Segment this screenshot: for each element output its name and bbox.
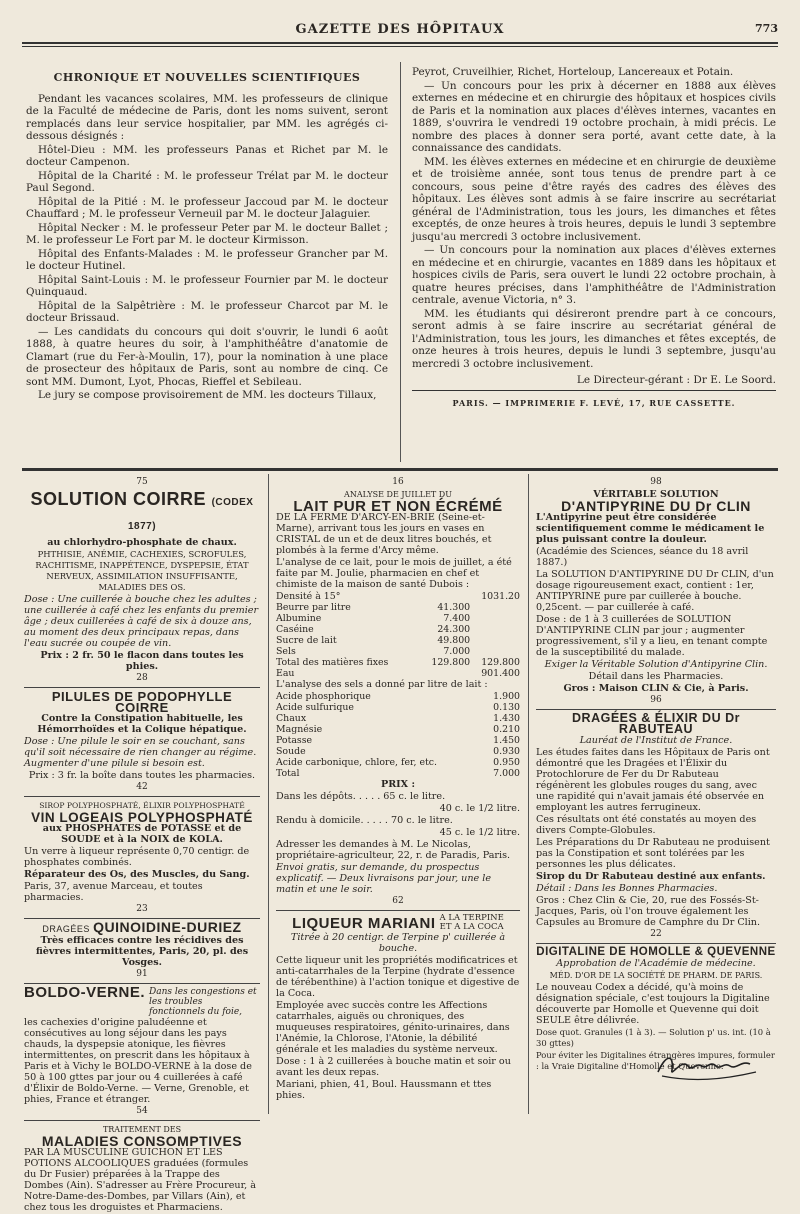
ad-number: 96 bbox=[650, 695, 662, 705]
ad-lait-text: DE LA FERME D'ARCY-EN-BRIE (Seine-et-Marne), arrivant tous les jours en vases en CRISTAL de un et de deux litres bouchés, et plombés à la ferme d'Arcy même. bbox=[276, 512, 492, 556]
ad-mariani-address: Mariani, phien, 41, Boul. Haussmann et ttes phies. bbox=[276, 1079, 492, 1101]
ad-clin-text: L'Antipyrine peut être considérée scientifiquement comme le médicament le plus puissant contre la douleur. bbox=[536, 512, 765, 545]
ad-clin-title: D'ANTIPYRINE DU Dr CLIN bbox=[561, 498, 751, 514]
ad-number: 42 bbox=[136, 782, 148, 792]
ad-pilules-dose: Dose : Une pilule le soir en se couchant, sans qu'il soit nécessaire de rien changer au régime. Augmenter d'une pilule si besoin est. bbox=[24, 736, 257, 769]
salts-row bbox=[276, 768, 520, 779]
analysis-row bbox=[276, 591, 520, 602]
printer-imprint: PARIS. — IMPRIMERIE F. LEVÉ, 17, RUE CASSETTE. bbox=[452, 397, 736, 408]
ad-rabuteau-title: DRAGÉES & ÉLIXIR DU Dr RABUTEAU bbox=[572, 711, 740, 736]
ad-lait-prix-1: Dans les dépôts. . . . . 65 c. le litre. bbox=[276, 791, 446, 802]
page-header-title: GAZETTE DES HÔPITAUX bbox=[295, 22, 505, 37]
ad-separator bbox=[536, 709, 776, 710]
ad-coirre-dose: Dose : Une cuillerée à bouche chez les adultes ; une cuillerée à café chez les enfants du premier âge ; deux cuillerées à café de six à douze ans, au moment des deux principaux repas, dans l'eau sucrée ou coupée de vin. bbox=[24, 594, 259, 649]
ad-mariani-side bbox=[440, 914, 504, 932]
analysis-label: Caséine bbox=[276, 624, 314, 635]
ad-digitaline-dose: Dose quot. Granules (1 à 3). — Solution p' us. int. (10 à 30 gttes) bbox=[536, 1027, 771, 1048]
chronique-paragraph: Hôpital des Enfants-Malades : M. le professeur Grancher par M. le docteur Hutinel. bbox=[26, 247, 388, 272]
analysis-row bbox=[276, 646, 520, 657]
director-name: Le Directeur-gérant : Dr E. Le Soord. bbox=[576, 374, 776, 386]
news-column-right bbox=[412, 66, 776, 409]
ad-number: 75 bbox=[136, 477, 148, 487]
ad-separator bbox=[24, 1120, 260, 1121]
ad-coirre-subtitle: au chlorhydro-phosphate de chaux. bbox=[47, 537, 237, 548]
ad-logeais-top: SIROP POLYPHOSPHATÉ, ÉLIXIR POLYPHOSPHATÉ bbox=[39, 801, 245, 810]
analysis-value bbox=[470, 635, 520, 646]
ad-digitaline-title: DIGITALINE DE HOMOLLE & QUEVENNE bbox=[536, 946, 776, 958]
analysis-value: 129.800 bbox=[481, 657, 520, 668]
chronique-paragraph: Hôpital de la Salpêtrière : M. le professeur Charcot par M. le docteur Brissaud. bbox=[26, 299, 388, 324]
ad-logeais-address: Paris, 37, avenue Marceau, et toutes pharmacies. bbox=[24, 881, 203, 903]
salts-row bbox=[276, 691, 520, 702]
ad-duriez-pre: DRAGÉES bbox=[42, 924, 90, 934]
analysis-label: Albumine bbox=[276, 613, 322, 624]
ad-duriez-subtitle: Très efficaces contre les récidives des fièvres intermittentes, Paris, 20, pl. des Vosges. bbox=[35, 935, 249, 968]
news-paragraph: MM. les élèves externes en médecine et en chirurgie de deuxième et de troisième année, sont tous tenus de prendre part à ce concours, sous peine d'être rayés des cadres des élèves des hôpitaux. Les élèves sont admis à se faire inscrire au secrétariat général de l'Administration, tous les jours, les dimanches et fêtes exceptés, de onze heures à trois heures, depuis le lundi 3 septembre jusqu'au mercredi 3 octobre inclusivement. bbox=[412, 155, 776, 243]
ads-top-rule bbox=[22, 468, 778, 471]
salts-row bbox=[276, 702, 520, 713]
analysis-value: 24.300 bbox=[437, 624, 471, 635]
analysis-value: 129.800 bbox=[431, 657, 471, 668]
ad-boldo-text: les cachexies d'origine paludéenne et consécutives au long séjour dans les pays chauds, la dyspepsie atonique, les fièvres intermittentes, on prescrit dans les hôpitaux à Paris et à Vichy le BOLDO-VERNE à la dose de 50 à 100 gttes par jour ou 4 cuillerées à café d'Élixir de Boldo-Verne. — Verne, Grenoble, et phies, France et étranger. bbox=[24, 1017, 252, 1105]
chronique-paragraph: Hôpital Saint-Louis : M. le professeur Fournier par M. le docteur Quinquaud. bbox=[26, 273, 388, 298]
ad-rabuteau-detail: Détail : Dans les Bonnes Pharmacies. bbox=[536, 883, 718, 894]
analysis-row bbox=[276, 624, 520, 635]
ad-rabuteau-laureat: Lauréat de l'Institut de France. bbox=[579, 735, 733, 746]
news-paragraph: MM. les étudiants qui désireront prendre part à ce concours, seront admis à se faire inscrire au secrétariat général de l'Administration, tous les jours, les dimanches et fêtes exceptés, de onze heures à trois heures, depuis le lundi 3 septembre, jusqu'au mercredi 3 octobre inclusivement. bbox=[412, 307, 776, 370]
salts-row bbox=[276, 724, 520, 735]
chronique-paragraph: Hôtel-Dieu : MM. les professeurs Panas et Richet par M. le docteur Campenon. bbox=[26, 143, 388, 168]
ad-lait-address: Adresser les demandes à M. Le Nicolas, propriétaire-agriculteur, 22, r. de Paradis, Paris. bbox=[276, 839, 511, 861]
ad-coirre-title bbox=[24, 489, 260, 537]
ad-maladies-text: PAR LA MUSCULINE GUICHON ET LES POTIONS ALCOOLIQUES graduées (formules du Dr Fusier) préparées à la Trappe des Dombes (Ain). S'adresser au Frère Procureur, à Notre-Dame-des-Dombes, par Villars (Ain), et chez tous les droguistes et Pharmaciens. bbox=[24, 1147, 256, 1213]
ad-traitement: TRAITEMENT DES bbox=[102, 1125, 182, 1134]
ad-number: 23 bbox=[136, 904, 148, 914]
analysis-value: 901.400 bbox=[481, 668, 520, 679]
analysis-row bbox=[276, 635, 520, 646]
chronique-paragraph: — Les candidats du concours qui doit s'ouvrir, le lundi 6 août 1888, à quatre heures du soir, à l'amphithéâtre d'anatomie de Clamart (rue du Fer-à-Moulin, 17), pour la nomination à une place de prosecteur des hôpitaux de Paris, sont au nombre de cinq. Ce sont MM. Dumont, Lyot, Phocas, Rieffel et Sebileau. bbox=[26, 325, 388, 388]
ad-coirre-indications: PHTHISIE, ANÉMIE, CACHEXIES, SCROFULES, RACHITISME, INAPPÉTENCE, DYSPEPSIE, ÉTAT NERVEUX, ASSIMILATION INSUFFISANTE, MALADIES DES OS. bbox=[35, 549, 249, 592]
analysis-label: Total des matières fixes bbox=[276, 657, 389, 668]
analysis-row bbox=[276, 602, 520, 613]
ad-rabuteau-text3: Les Préparations du Dr Rabuteau ne produisent pas la Constipation et sont tolérées par les personnes les plus délicates. bbox=[536, 837, 770, 870]
ad-pilules-subtitle: Contre la Constipation habituelle, les Hémorrhoïdes et la Colique hépatique. bbox=[37, 713, 247, 735]
ad-duriez-title bbox=[24, 919, 260, 935]
ad-number: 28 bbox=[136, 673, 148, 683]
salts-row bbox=[276, 735, 520, 746]
analysis-value bbox=[470, 646, 520, 657]
printer-rule bbox=[412, 390, 776, 391]
ad-coirre-name: SOLUTION COIRRE bbox=[30, 489, 207, 509]
ad-boldo-head bbox=[24, 984, 260, 1017]
ad-number: 22 bbox=[650, 929, 662, 939]
analysis-value: 1031.20 bbox=[481, 591, 520, 602]
chronique-paragraph: Hôpital Necker : M. le professeur Peter par M. le docteur Ballet ; M. le professeur Le Fort par M. le docteur Kirmisson. bbox=[26, 221, 388, 246]
ad-lait-prix-2: Rendu à domicile. . . . . 70 c. le litre. bbox=[276, 815, 453, 826]
ad-logeais-text: Un verre à liqueur représente 0,70 centigr. de phosphates combinés. bbox=[24, 846, 250, 868]
ad-separator bbox=[536, 943, 776, 944]
analysis-label: Beurre par litre bbox=[276, 602, 351, 613]
analysis-value: 41.300 bbox=[437, 602, 471, 613]
ads-divider-2 bbox=[528, 474, 529, 1114]
ad-lait-envoi: Envoi gratis, sur demande, du prospectus explicatif. — Deux livraisons par jour, une le matin et une le soir. bbox=[276, 862, 492, 895]
ad-logeais-title: VIN LOGEAIS POLYPHOSPHATÉ bbox=[31, 810, 253, 825]
ad-rabuteau-text2: Ces résultats ont été constatés au moyen des divers Compte-Globules. bbox=[536, 814, 757, 836]
salts-label: Acide carbonique, chlore, fer, etc. bbox=[276, 757, 437, 768]
ad-logeais-bold: Réparateur des Os, des Muscles, du Sang. bbox=[24, 869, 250, 880]
ad-duriez-name: QUINOIDINE-DURIEZ bbox=[93, 919, 242, 935]
ad-coirre-codex: (CODEX 1877) bbox=[127, 497, 254, 532]
ad-rabuteau-gros: Gros : Chez Clin & Cie, 20, rue des Fossés-St-Jacques, Paris, où l'on trouve également les Capsules au Bromure de Camphre du Dr Clin. bbox=[536, 895, 761, 928]
column-divider bbox=[400, 62, 401, 462]
chronique-paragraph: Le jury se compose provisoirement de MM. les docteurs Tillaux, bbox=[38, 389, 377, 401]
ad-number: 98 bbox=[650, 477, 662, 487]
ad-number: 54 bbox=[136, 1106, 148, 1116]
salts-value: 0.210 bbox=[493, 724, 520, 735]
analysis-value: 7.000 bbox=[443, 646, 471, 657]
homolle-signature-image bbox=[652, 1048, 762, 1084]
ad-digitaline-approbation: Approbation de l'Académie de médecine. bbox=[556, 958, 756, 969]
salts-value: 1.430 bbox=[493, 713, 520, 724]
ad-clin-pretitle: VÉRITABLE SOLUTION bbox=[593, 489, 719, 500]
ad-mariani-text: Cette liqueur unit les propriétés modificatrices et anti-catarrhales de la Terpine (hydrate d'essence de térébenthine) à l'action tonique et digestive de la Coca. bbox=[276, 955, 520, 999]
ad-clin-detail: Détail dans les Pharmacies. bbox=[588, 671, 724, 682]
chronique-column bbox=[26, 68, 388, 403]
ad-separator bbox=[276, 910, 520, 911]
salts-label: Chaux bbox=[276, 713, 307, 724]
ad-lait-title: LAIT PUR ET NON ÉCRÉMÉ bbox=[293, 498, 503, 515]
salts-value: 0.950 bbox=[493, 757, 520, 768]
ad-clin-gros: Gros : Maison CLIN & Cie, à Paris. bbox=[563, 683, 749, 694]
ad-separator bbox=[24, 796, 260, 797]
analysis-label: Densité à 15° bbox=[276, 591, 341, 602]
analysis-value: 49.800 bbox=[437, 635, 471, 646]
salts-row bbox=[276, 713, 520, 724]
ad-clin-exiger: Exiger la Véritable Solution d'Antipyrine Clin. bbox=[544, 659, 768, 670]
ad-lait-table-1 bbox=[276, 591, 520, 679]
ad-lait-prix-2b: 45 c. le 1/2 litre. bbox=[439, 827, 520, 838]
ad-number: 16 bbox=[392, 477, 404, 487]
analysis-value bbox=[470, 613, 520, 624]
ads-middle-column bbox=[276, 476, 520, 1102]
salts-value: 0.930 bbox=[493, 746, 520, 757]
ad-pilules-price: Prix : 3 fr. la boîte dans toutes les pharmacies. bbox=[28, 770, 256, 781]
ad-digitaline-text: Le nouveau Codex a décidé, qu'à moins de désignation spéciale, c'est toujours la Digitaline découverte par Homolle et Quevenne qui doit SEULE être délivrée. bbox=[536, 982, 770, 1026]
ad-digitaline-medaille: MÉD. D'OR DE LA SOCIÉTÉ DE PHARM. DE PARIS. bbox=[549, 971, 763, 980]
ad-number: 91 bbox=[136, 969, 148, 979]
analysis-label: Sels bbox=[276, 646, 296, 657]
salts-label: Total bbox=[276, 768, 300, 779]
analysis-label: Eau bbox=[276, 668, 295, 679]
ad-clin-academie: (Académie des Sciences, séance du 18 avril 1887.) bbox=[536, 546, 749, 568]
salts-value: 1.900 bbox=[493, 691, 520, 702]
analysis-value bbox=[420, 591, 470, 602]
ad-maladies-title: MALADIES CONSOMPTIVES bbox=[41, 1133, 243, 1149]
news-paragraph: — Un concours pour les prix à décerner en 1888 aux élèves externes en médecine et en chirurgie des hôpitaux et hospices civils de Paris et la nomination aux places d'élèves internes, vacantes en 1889, s'ouvrira le vendredi 19 octobre prochain, à midi précis. Le nombre des places à donner sera porté, avant cette date, à la connaissance des candidats. bbox=[412, 79, 776, 154]
ad-mariani-title: LIQUEUR MARIANI bbox=[292, 914, 436, 932]
ad-coirre-price: Prix : 2 fr. 50 le flacon dans toutes les phies. bbox=[40, 650, 244, 672]
ad-lait-prix-label: PRIX : bbox=[381, 779, 415, 790]
salts-label: Soude bbox=[276, 746, 306, 757]
salts-label: Acide sulfurique bbox=[276, 702, 354, 713]
ad-analyse-head: ANALYSE DE JUILLET DU bbox=[344, 490, 452, 499]
chronique-paragraph: Pendant les vacances scolaires, MM. les professeurs de clinique de la Faculté de médecine de Paris, dont les noms suivent, seront remplacés dans leur service hospitalier, par MM. les agrégés ci-dessous désignés : bbox=[26, 92, 388, 142]
analysis-row bbox=[276, 668, 520, 679]
ad-lait-prix-1b: 40 c. le 1/2 litre. bbox=[439, 803, 520, 814]
ad-pilules-title: PILULES DE PODOPHYLLE COIRRE bbox=[51, 689, 233, 715]
ad-mariani-head bbox=[276, 914, 520, 932]
chronique-paragraph: Hôpital de la Pitié : M. le professeur Jaccoud par M. le docteur Chauffard ; M. le professeur Verneuil par M. le docteur Jalaguier. bbox=[26, 195, 388, 220]
header-rule-thin bbox=[22, 46, 778, 47]
salts-value: 0.130 bbox=[493, 702, 520, 713]
salts-value: 7.000 bbox=[493, 768, 520, 779]
ad-boldo-side: Dans les congestions et les troubles fonctionnels du foie, bbox=[149, 987, 257, 1017]
ad-rabuteau-sirop: Sirop du Dr Rabuteau destiné aux enfants. bbox=[536, 871, 766, 882]
ad-digitaline-eviter: Pour éviter les Digitalines étrangères impures, formuler : la Vraie Digitaline d'Homolle et Quevenne. bbox=[536, 1050, 775, 1071]
salts-row bbox=[276, 746, 520, 757]
salts-row bbox=[276, 757, 520, 768]
ad-mariani-dose: Dose : 1 à 2 cuillerées à bouche matin et soir ou avant les deux repas. bbox=[276, 1056, 511, 1078]
salts-label: Magnésie bbox=[276, 724, 323, 735]
salts-label: Potasse bbox=[276, 735, 313, 746]
analysis-label: Sucre de lait bbox=[276, 635, 337, 646]
page-number: 773 bbox=[755, 22, 778, 35]
news-paragraph: — Un concours pour la nomination aux places d'élèves externes en médecine et en chirurgie, vacantes en 1889 dans les hôpitaux et hospices civils de Paris, sera ouvert le lundi 22 octobre prochain, à quatre heures précises, dans l'amphithéâtre de l'Administration centrale, avenue Victoria, n° 3. bbox=[412, 244, 776, 306]
ad-lait-table-note: L'analyse des sels a donné par litre de lait : bbox=[276, 679, 488, 690]
ad-rabuteau-text: Les études faites dans les Hôpitaux de Paris ont démontré que les Dragées et l'Élixir du Protochlorure de Fer du Dr Rabuteau régénèrent les globules rouges du sang, avec une rapidité qui n'avait jamais été observée en employant les autres ferrugineux. bbox=[536, 747, 770, 813]
ad-number: 62 bbox=[392, 896, 404, 906]
salts-value: 1.450 bbox=[493, 735, 520, 746]
ad-lait-table-2 bbox=[276, 691, 520, 779]
ad-separator bbox=[24, 687, 260, 688]
ad-logeais-subtitle: aux PHOSPHATES de POTASSE et de SOUDE et à la NOIX de KOLA. bbox=[42, 823, 242, 845]
chronique-title: CHRONIQUE ET NOUVELLES SCIENTIFIQUES bbox=[53, 71, 361, 84]
ad-mariani-side-2: ET A LA COCA bbox=[439, 922, 504, 932]
analysis-value bbox=[470, 624, 520, 635]
salts-label: Acide phosphorique bbox=[276, 691, 371, 702]
ad-mariani-text2: Employée avec succès contre les Affections catarrhales, aiguës ou chroniques, des muqueuses respiratoires, génito-urinaires, dans l'Anémie, la Chlorose, l'Atonie, la débilité générale et les maladies du système nerveux. bbox=[276, 1000, 510, 1055]
ad-lait-text2: L'analyse de ce lait, pour le mois de juillet, a été faite par M. Joulie, pharmacien en chef et chimiste de la maison de santé Dubois : bbox=[276, 557, 512, 590]
ad-boldo-title: BOLDO-VERNE. bbox=[24, 984, 146, 1001]
director-signature-line bbox=[412, 374, 776, 387]
ad-mariani-subtitle: Titrée à 20 centigr. de Terpine p' cuillerée à bouche. bbox=[290, 932, 506, 954]
news-paragraph: Peyrot, Cruveilhier, Richet, Horteloup, Lancereaux et Potain. bbox=[412, 66, 734, 78]
ads-divider-1 bbox=[268, 474, 269, 1114]
analysis-value: 7.400 bbox=[443, 613, 471, 624]
ad-mariani-side-1: A LA TERPINE bbox=[439, 913, 504, 923]
analysis-row bbox=[276, 613, 520, 624]
ads-right-column bbox=[536, 476, 776, 1073]
ad-clin-dose: Dose : de 1 à 3 cuillerées de SOLUTION D'ANTIPYRINE CLIN par jour ; augmenter progressivement, s'il y a lieu, en tenant compte de la susceptibilité du malade. bbox=[536, 614, 768, 658]
analysis-value bbox=[420, 668, 470, 679]
chronique-paragraph: Hôpital de la Charité : M. le professeur Trélat par M. le docteur Paul Segond. bbox=[26, 169, 388, 194]
header-rule bbox=[22, 42, 778, 44]
ads-left-column bbox=[24, 476, 260, 1214]
analysis-value bbox=[470, 602, 520, 613]
analysis-row bbox=[276, 657, 520, 668]
ad-clin-text2: La SOLUTION D'ANTIPYRINE DU Dr CLIN, d'un dosage rigoureusement exact, contient : 1er, ANTIPYRINE pure par cuillerée à bouche. 0,25cent. — par cuillerée à café. bbox=[536, 569, 774, 613]
